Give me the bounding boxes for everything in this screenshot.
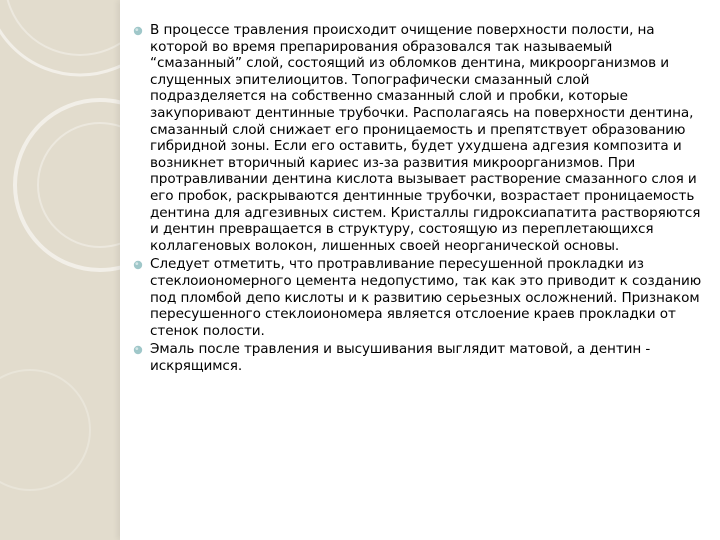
decorative-circles: [0, 0, 120, 540]
bullet-circle-icon: [133, 345, 143, 355]
bullet-list: [130, 22, 708, 376]
bullet-text: Следует отметить, что протравливание пересушенной прокладки из стеклоиономерного цемента недопустимо, так как это приводит к созданию под пломбой депо кислоты и к развитию серьезных осложнений. Признаком пересушенного стеклоиономера является отслоение краев прокладки от стенок полости.: [150, 256, 702, 339]
bullet-circle-icon: [133, 26, 143, 36]
bullet-text: Эмаль после травления и высушивания выглядит матовой, а дентин - искрящимся.: [150, 341, 651, 374]
bullet-circle-icon: [133, 260, 143, 270]
bullet-item-1: [130, 22, 708, 254]
decorative-side-panel: [0, 0, 120, 540]
bullet-text: В процессе травления происходит очищение поверхности полости, на которой во время препарирования образовался так называемый “смазанный” слой, состоящий из обломков дентина, микроорганизмов и слущенных эпителиоцитов. Топографически смазанный слой подразделяется на собственно смазанный слой и пробки, которые закупоривают дентинные трубочки. Располагаясь на поверхности дентина, смазанный слой снижает его проницаемость и препятствует образованию гибридной зоны. Если его оставить, будет ухудшена адгезия композита и возникнет вторичный кариес из-за развития микроорганизмов. При протравливании дентина кислота вызывает растворение смазанного слоя и его пробок, раскрываются дентинные трубочки, возрастает проницаемость дентина для адгезивных систем. Кристаллы гидроксиапатита растворяются и дентин превращается в структуру, состоящую из переплетающихся коллагеновых волокон, лишенных своей неорганической основы.: [150, 22, 701, 254]
bullet-item-2: [130, 256, 708, 339]
bullet-item-3: [130, 341, 708, 374]
content-card: [120, 0, 720, 540]
